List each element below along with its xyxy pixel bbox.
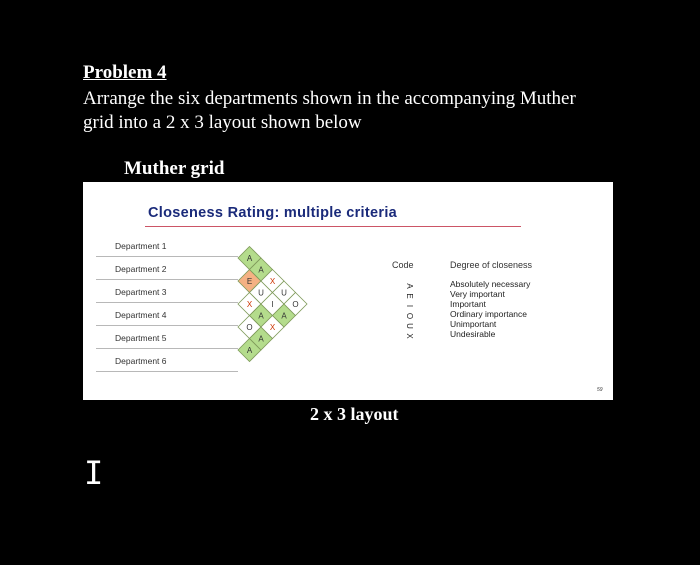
degree-legend-text: Very important (450, 289, 505, 299)
code-legend-letter: A (405, 283, 414, 289)
problem-prompt-line-1: Arrange the six departments shown in the accompanying Muther (83, 88, 576, 109)
code-column-header: Code (392, 260, 414, 270)
code-legend-letter: U (405, 323, 414, 329)
relationship-code: A (246, 254, 253, 263)
problem-prompt-line-2: grid into a 2 x 3 layout shown below (83, 112, 362, 133)
relationship-code: I (271, 300, 274, 309)
relationship-code: E (246, 277, 253, 286)
relationship-code: A (258, 265, 264, 275)
department-label: Department 4 (115, 310, 167, 320)
relationship-code: A (258, 311, 264, 321)
department-label: Department 1 (115, 241, 167, 251)
code-legend-column (401, 281, 417, 341)
degree-legend-column (450, 279, 530, 339)
relationship-code: U (281, 288, 287, 298)
relationship-code: X (246, 300, 253, 309)
muther-grid-slide (83, 182, 613, 400)
degree-legend-text: Unimportant (450, 319, 497, 329)
degree-legend-text: Ordinary importance (450, 309, 528, 319)
code-legend-letter: X (405, 333, 414, 339)
muther-grid-heading: Muther grid (124, 158, 225, 179)
layout-heading: 2 x 3 layout (310, 404, 399, 424)
degree-legend-text: Undesirable (450, 329, 496, 339)
relationship-diamond-grid (83, 182, 613, 400)
relationship-code: O (292, 300, 299, 309)
code-legend-letter: O (405, 312, 414, 320)
department-label: Department 5 (115, 333, 167, 343)
relationship-code: O (246, 323, 253, 332)
relationship-code: A (281, 311, 287, 321)
slide-page-number: 59 (597, 387, 603, 393)
relationship-code: A (246, 346, 253, 355)
degree-column-header: Degree of closeness (450, 260, 533, 270)
slide-title: Closeness Rating: multiple criteria (148, 205, 398, 221)
text-cursor-icon: I (84, 454, 104, 492)
department-label: Department 6 (115, 356, 167, 366)
department-label: Department 3 (115, 287, 167, 297)
relationship-code: X (269, 277, 276, 286)
relationship-code: U (258, 288, 264, 298)
department-label: Department 2 (115, 264, 167, 274)
degree-legend-text: Absolutely necessary (450, 279, 531, 289)
relationship-code: X (269, 323, 276, 332)
degree-legend-text: Important (450, 299, 486, 309)
relationship-code: A (258, 334, 264, 344)
code-legend-letter: I (405, 304, 414, 308)
problem-title: Problem 4 (83, 62, 167, 83)
code-legend-letter: E (405, 293, 414, 299)
